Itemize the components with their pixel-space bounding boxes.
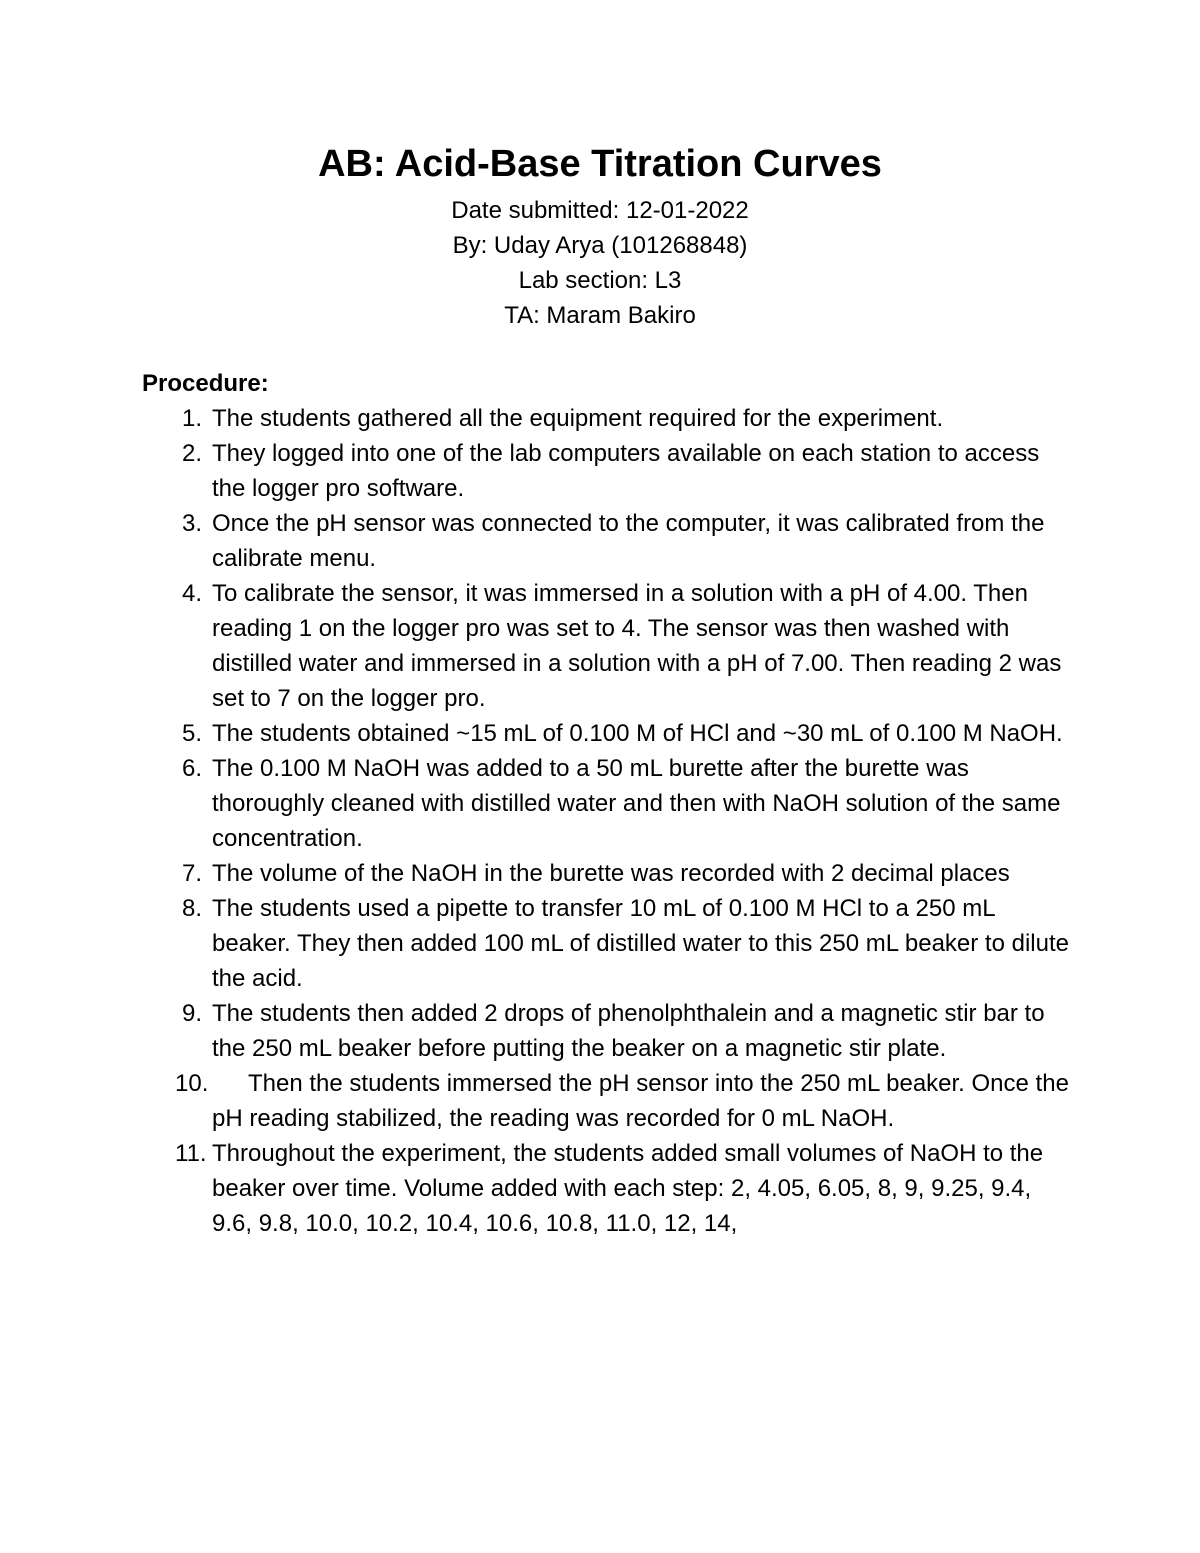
procedure-heading: Procedure: — [142, 370, 269, 397]
step-number: 5. — [181, 720, 202, 747]
step-number: 2. — [181, 440, 202, 467]
step-text: The volume of the NaOH in the burette was recorded with 2 decimal places — [212, 860, 1010, 887]
step-text: The students then added 2 drops of phenolphthalein and a magnetic stir bar to the 250 mL beaker before putting the beaker on a magnetic stir plate. — [212, 1000, 1045, 1062]
step-number: 4. — [181, 580, 202, 607]
procedure-step-10 — [0, 1066, 1072, 1136]
step-text: The students used a pipette to transfer 10 mL of 0.100 M HCl to a 250 mL beaker. They then added 100 mL of distilled water to this 250 mL beaker to dilute the acid. — [212, 895, 1069, 992]
ta-line: TA: Maram Bakiro — [504, 302, 696, 329]
step-text: They logged into one of the lab computers available on each station to access the logger pro software. — [212, 440, 1040, 502]
step-number: 6. — [181, 755, 202, 782]
document-meta — [0, 193, 1200, 333]
step-text: The students gathered all the equipment required for the experiment. — [212, 405, 944, 432]
procedure-step-6 — [0, 751, 1072, 856]
procedure-step-9 — [0, 996, 1072, 1066]
procedure-step-7 — [0, 856, 1072, 891]
procedure-step-3 — [0, 506, 1072, 576]
procedure-step-11 — [0, 1136, 1072, 1241]
procedure-step-5 — [0, 716, 1072, 751]
procedure-steps — [0, 401, 1200, 1241]
lab-section: Lab section: L3 — [518, 267, 682, 294]
step-number: 11. — [175, 1140, 207, 1167]
step-number: 9. — [181, 1000, 202, 1027]
step-number: 1. — [181, 405, 202, 432]
procedure-step-1 — [0, 401, 1072, 436]
step-number: 10. — [175, 1070, 209, 1097]
procedure-step-2 — [0, 436, 1072, 506]
procedure-step-4 — [0, 576, 1072, 716]
procedure-step-8 — [0, 891, 1072, 996]
step-text: Throughout the experiment, the students added small volumes of NaOH to the beaker over time. Volume added with each step: 2, 4.05, 6.05, 8, 9, 9.25, 9.4, 9.6, 9.8, 10.0, 10.2, 10.4, 10.6, 10.8, 11.0, 12, 14, — [212, 1140, 1044, 1237]
step-text: Then the students immersed the pH sensor into the 250 mL beaker. Once the pH reading stabilized, the reading was recorded for 0 mL NaOH. — [212, 1070, 1069, 1132]
step-number: 8. — [181, 895, 202, 922]
author-line: By: Uday Arya (101268848) — [452, 232, 748, 259]
step-number: 7. — [181, 860, 202, 887]
step-text: To calibrate the sensor, it was immersed in a solution with a pH of 4.00. Then reading 1 on the logger pro was set to 4. The sensor was then washed with distilled water and immersed in a solution with a pH of 7.00. Then reading 2 was set to 7 on the logger pro. — [212, 580, 1062, 712]
step-text: Once the pH sensor was connected to the computer, it was calibrated from the calibrate menu. — [212, 510, 1045, 572]
step-number: 3. — [181, 510, 202, 537]
date-submitted: Date submitted: 12-01-2022 — [451, 197, 749, 224]
step-text: The students obtained ~15 mL of 0.100 M of HCl and ~30 mL of 0.100 M NaOH. — [212, 720, 1063, 747]
step-text: The 0.100 M NaOH was added to a 50 mL burette after the burette was thoroughly cleaned with distilled water and then with NaOH solution of the same concentration. — [212, 755, 1061, 852]
document-title: AB: Acid-Base Titration Curves — [318, 143, 882, 185]
